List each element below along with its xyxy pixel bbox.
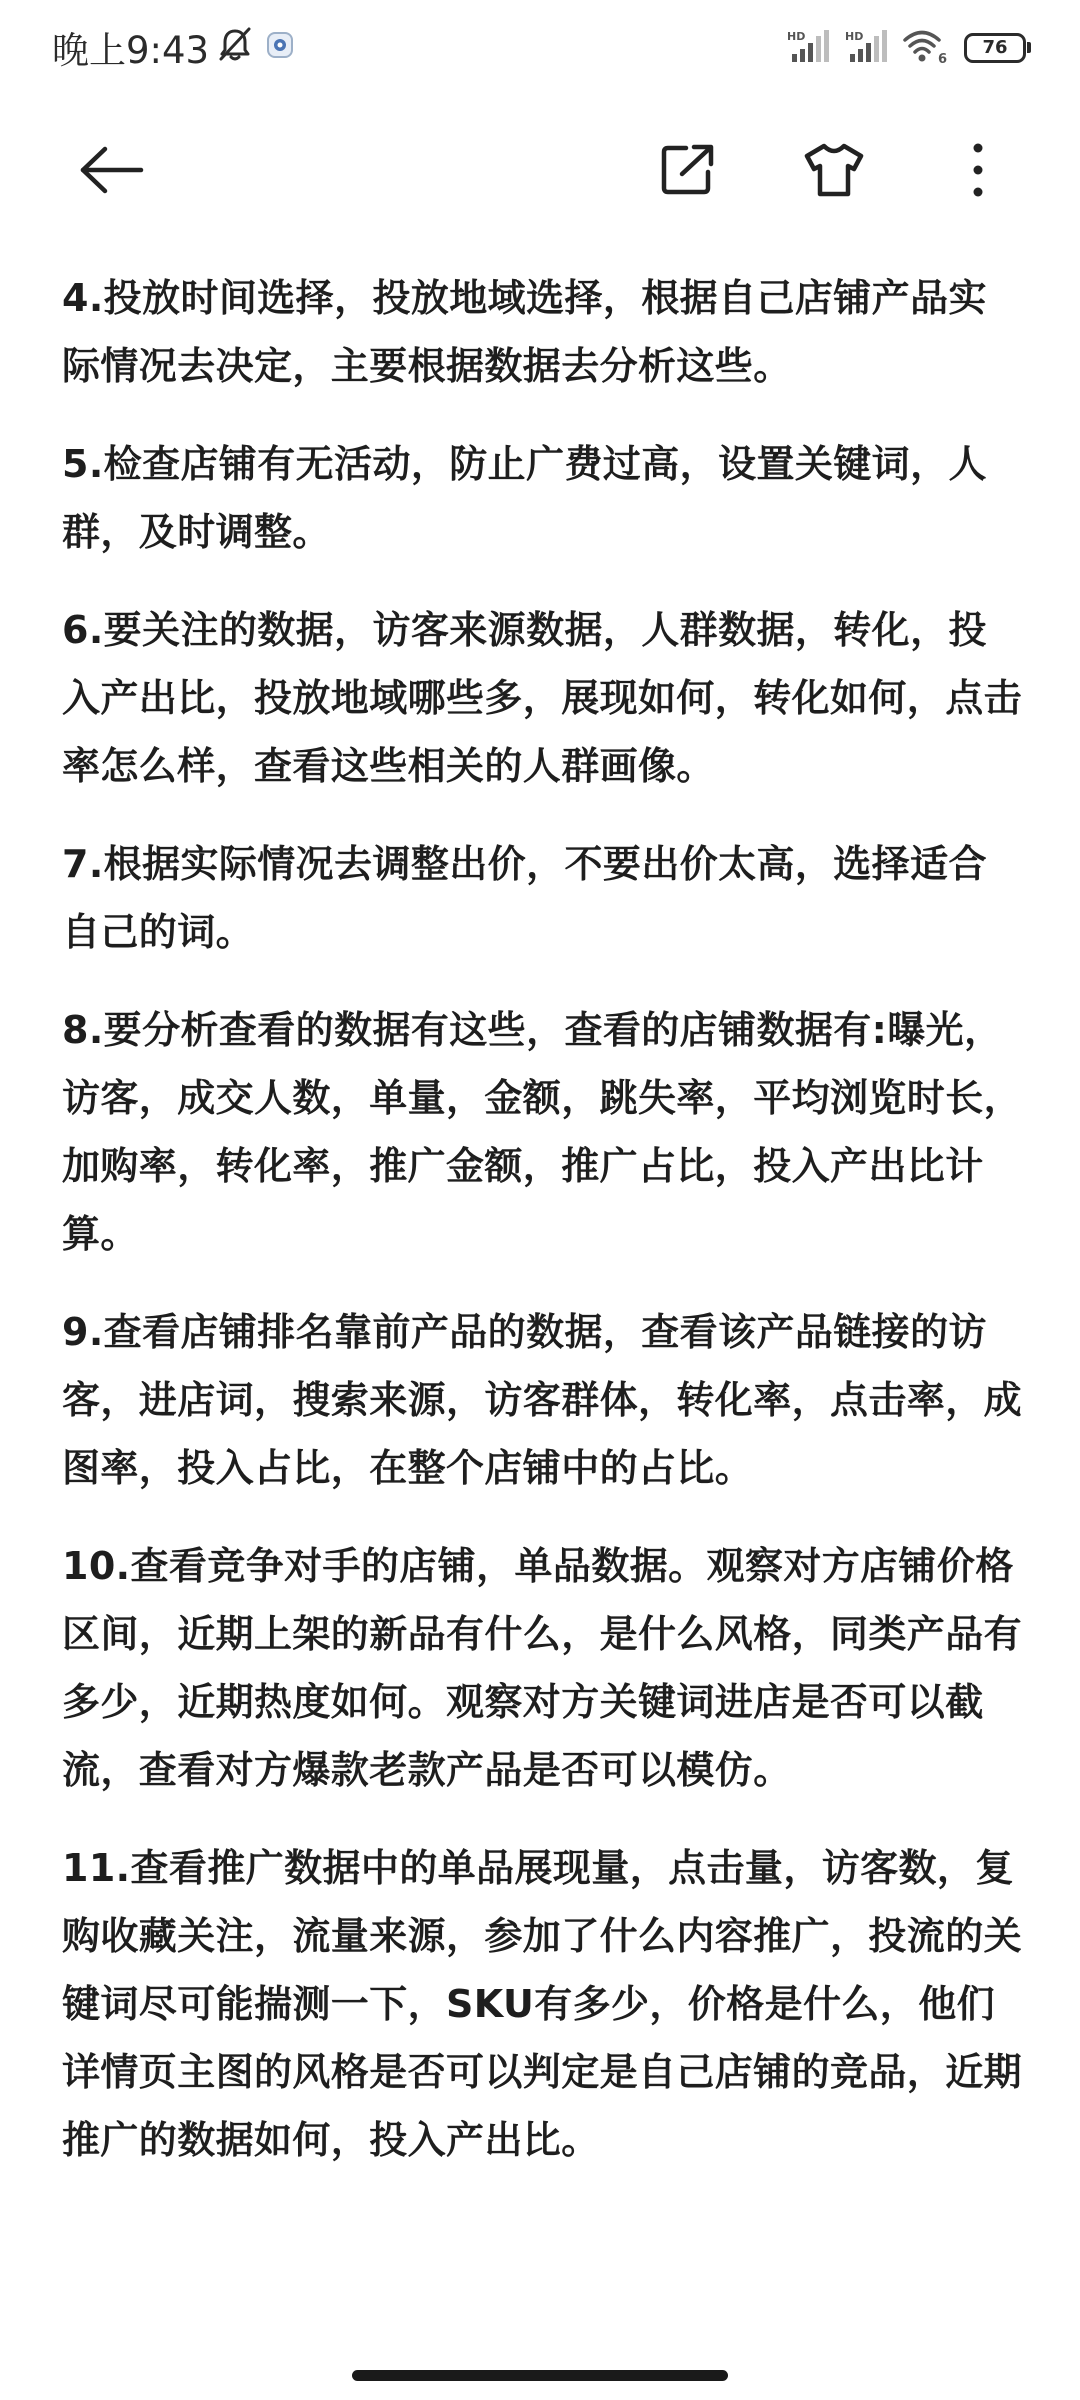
battery-icon [964, 33, 1026, 63]
paragraph-10: 10.查看竞争对手的店铺，单品数据。观察对方店铺价格区间，近期上架的新品有什么，是什么风格，同类产品有多少，近期热度如何。观察对方关键词进店是否可以截流，查看对方爆款老款产品是否可以模仿。 [62, 1544, 1023, 1792]
share-out-icon [660, 142, 716, 198]
share-button[interactable] [648, 130, 728, 210]
paragraph-5: 5.检查店铺有无活动，防止广费过高，设置关键词，人群，及时调整。 [62, 442, 987, 554]
arrow-left-icon [77, 145, 147, 195]
signal-icon-sim2 [844, 28, 888, 68]
theme-skin-button[interactable] [794, 130, 874, 210]
status-bar [0, 0, 1080, 96]
wifi-label: 6 [938, 52, 948, 65]
signal-icon-sim1 [786, 28, 830, 68]
top-nav-bar [0, 108, 1080, 228]
signal2-label: HD [845, 30, 864, 43]
more-options-button[interactable] [938, 130, 1018, 210]
paragraph-4: 4.投放时间选择，投放地域选择，根据自己店铺产品实际情况去决定，主要根据数据去分析这些。 [62, 276, 987, 388]
paragraph-11: 11.查看推广数据中的单品展现量，点击量，访客数，复购收藏关注，流量来源，参加了什么内容推广，投流的关键词尽可能揣测一下，SKU有多少，价格是什么，他们详情页主图的风格是否可以判定是自己店铺的竞品，近期推广的数据如何，投入产出比。 [62, 1846, 1023, 2162]
home-indicator[interactable] [352, 2370, 728, 2381]
tshirt-icon [803, 142, 865, 198]
status-right [786, 26, 1026, 70]
paragraph-8: 8.要分析查看的数据有这些，查看的店铺数据有:曝光，访客，成交人数，单量，金额，跳失率，平均浏览时长，加购率，转化率，推广金额，推广占比，投入产出比计算。 [62, 1008, 1023, 1256]
paragraph-7: 7.根据实际情况去调整出价，不要出价太高，选择适合自己的词。 [62, 842, 987, 954]
bell-off-icon [215, 25, 255, 69]
more-vertical-icon [968, 142, 988, 198]
app-notification-icon [265, 30, 295, 64]
status-left [52, 22, 295, 72]
wifi-icon [902, 27, 948, 69]
paragraph-6: 6.要关注的数据，访客来源数据，人群数据，转化，投入产出比，投放地域哪些多，展现如何，转化如何，点击率怎么样，查看这些相关的人群画像。 [62, 608, 1023, 788]
article-body [62, 264, 1022, 2204]
back-button[interactable] [72, 130, 152, 210]
status-time: 晚上9:43 [52, 29, 210, 72]
signal1-label: HD [787, 30, 806, 43]
battery-level: 76 [982, 37, 1008, 58]
paragraph-9: 9.查看店铺排名靠前产品的数据，查看该产品链接的访客，进店词，搜索来源，访客群体，转化率，点击率，成图率，投入占比，在整个店铺中的占比。 [62, 1310, 1023, 1490]
